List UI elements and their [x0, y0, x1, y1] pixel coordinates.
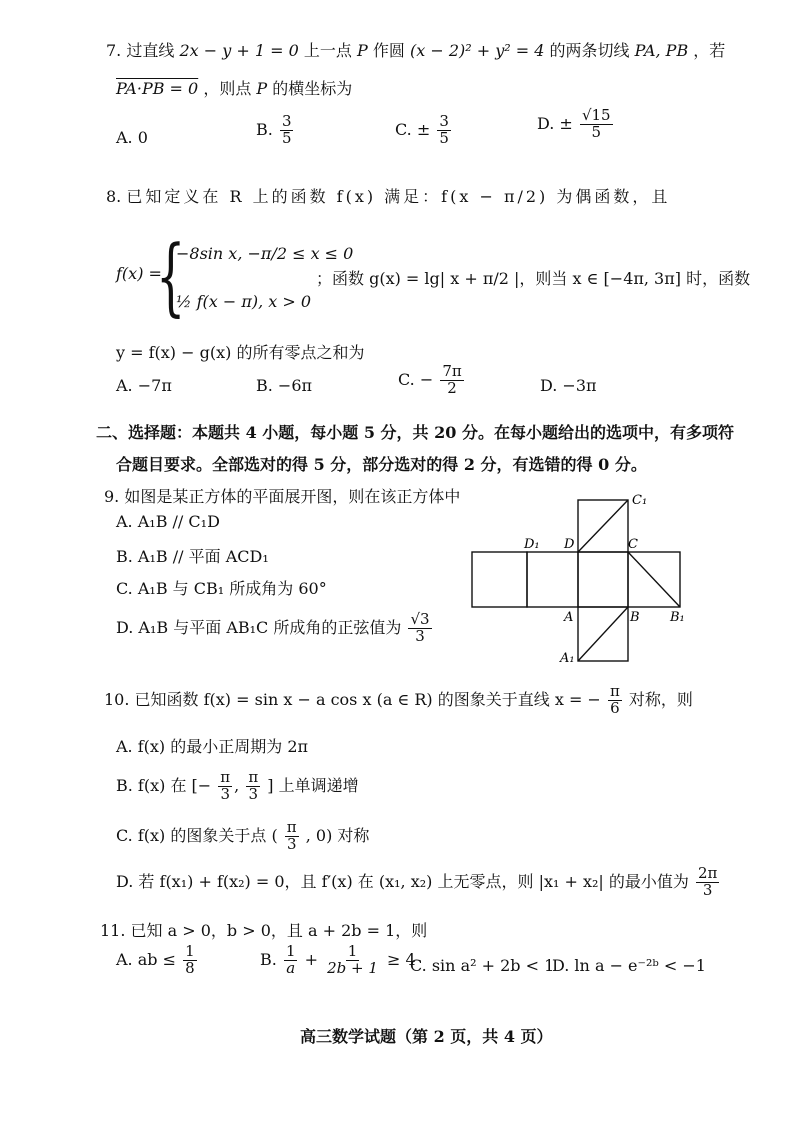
- fraction-numerator: 1: [185, 942, 195, 960]
- q11-option-b-text: ≥ 4: [386, 949, 416, 969]
- q11-option-b-label: B.: [260, 949, 277, 969]
- fraction-denominator: 3: [286, 834, 297, 853]
- q7-option-d: [537, 108, 615, 141]
- q9-option-a: A. A₁B // C₁D: [116, 512, 220, 531]
- q10-option-b-text: ] 上单调递增: [267, 775, 359, 795]
- fraction-numerator: 2π: [697, 864, 718, 882]
- q7-option-b-label: B.: [256, 119, 273, 139]
- q7-point: P: [256, 79, 268, 98]
- label-c1: C₁: [632, 493, 648, 508]
- q8-gx: ；函数 g(x) = lg| x + π/2 |，则当 x ∈ [−4π, 3π] 时，函数: [316, 269, 751, 288]
- fraction-denominator: 2: [447, 378, 457, 397]
- q10-option-c: [116, 820, 369, 853]
- q7-line-equation: 2x − y + 1 = 0: [179, 41, 299, 60]
- label-d: D: [564, 537, 575, 552]
- label-c: C: [628, 537, 638, 552]
- q7-option-c: [395, 114, 453, 147]
- q8-line3: y = f(x) − g(x) 的所有零点之和为: [116, 343, 365, 362]
- q9-option-c: C. A₁B 与 CB₁ 所成角为 60°: [116, 579, 327, 598]
- fraction-numerator: π: [609, 682, 620, 700]
- fraction-numerator: 1: [285, 942, 296, 960]
- q7-vector-condition: PA·PB = 0: [116, 79, 199, 98]
- q11-option-c: C. sin a² + 2b < 1: [410, 956, 555, 975]
- fraction-numerator: 7π: [442, 362, 462, 380]
- label-b: B: [630, 610, 640, 625]
- q7-number: 7.: [106, 41, 122, 60]
- fraction-numerator: 1: [347, 942, 358, 960]
- q10-stem: [104, 684, 693, 717]
- fraction-denominator: 3: [248, 784, 259, 803]
- section2-line1: 二、选择题：本题共 4 小题，每小题 5 分，共 20 分。在每小题给出的选项中，有多项符: [96, 423, 734, 442]
- q8-stem-text: 已知定义在 R 上的函数 f(x) 满足：f(x − π/2) 为偶函数，且: [126, 187, 671, 206]
- q10-option-d-text: D. 若 f(x₁) + f(x₂) = 0，且 f′(x) 在 (x₁, x₂) 上无零点，则 |x₁ + x₂| 的最小值为: [116, 871, 689, 891]
- fraction-denominator: 5: [281, 128, 292, 147]
- fraction-denominator: 3: [702, 880, 713, 899]
- diagonal-cb1: [628, 552, 680, 607]
- net-face: [472, 552, 527, 607]
- q7-text: ，若: [693, 41, 726, 60]
- fraction-numerator: √15: [581, 106, 611, 124]
- q11-option-a-text: A. ab ≤: [116, 949, 176, 969]
- fraction-numerator: √3: [410, 610, 430, 628]
- q8-case2: ½ f(x − π), x > 0: [176, 292, 312, 311]
- q7-text: 的两条切线: [549, 41, 630, 60]
- q11-option-b: [260, 944, 416, 977]
- q9-option-d-text: D. A₁B 与平面 AB₁C 所成角的正弦值为: [116, 617, 402, 637]
- fraction-denominator: 8: [185, 958, 195, 977]
- label-d1: D₁: [524, 537, 540, 552]
- fraction-numerator: π: [248, 768, 259, 786]
- fraction-numerator: π: [286, 818, 297, 836]
- q7-line1: [106, 38, 725, 61]
- q7-point: P: [357, 41, 368, 60]
- q8-line1: [106, 184, 670, 207]
- q7-circle-equation: (x − 2)² + y² = 4: [409, 41, 545, 60]
- fraction-numerator: 3: [439, 112, 449, 130]
- q7-text: 作圆: [372, 41, 405, 60]
- q11-stem: 11. 已知 a > 0，b > 0，且 a + 2b = 1，则: [100, 921, 428, 940]
- q10-option-b-text: B. f(x) 在 [−: [116, 775, 212, 795]
- fraction-denominator: 3: [415, 626, 425, 645]
- q11-option-a: [116, 944, 199, 977]
- diagonal-dc1: [578, 500, 628, 552]
- q10-option-c-text: , 0) 对称: [305, 825, 370, 845]
- diagonal-a1b: [578, 607, 628, 661]
- q10-option-c-text: C. f(x) 的图象关于点 (: [116, 825, 278, 845]
- q7-text: 上一点: [303, 41, 352, 60]
- fraction-denominator: 5: [439, 128, 449, 147]
- q9-stem: 9. 如图是某正方体的平面展开图，则在该正方体中: [104, 487, 461, 506]
- q10-stem-text: 10. 已知函数 f(x) = sin x − a cos x (a ∈ R) 的图象关于直线 x = −: [104, 689, 601, 709]
- label-b1: B₁: [670, 610, 685, 625]
- page-footer: 高三数学试题（第 2 页，共 4 页）: [300, 1027, 553, 1046]
- fraction-denominator: 5: [591, 122, 602, 141]
- fraction-denominator: 2b + 1: [327, 958, 378, 977]
- cube-net-diagram: [460, 490, 700, 670]
- q8-case1: −8sin x, −π/2 ≤ x ≤ 0: [176, 244, 354, 263]
- q10-option-b: B. f(x) 在 [− $\frac{\pi}{3}$ , $\frac{\pi}{3}$ ] 上单调递增: [116, 768, 359, 803]
- q8-number: 8.: [106, 187, 122, 206]
- q8-fx-label: f(x) =: [116, 264, 162, 283]
- q11-option-d: D. ln a − e⁻²ᵇ < −1: [552, 956, 706, 975]
- net-face: [578, 552, 628, 607]
- plus-sign: +: [304, 949, 318, 969]
- label-a1: A₁: [560, 651, 575, 666]
- q7-tangents: PA, PB: [634, 41, 689, 60]
- q8-option-c-label: C. −: [398, 369, 434, 389]
- q10-option-a: A. f(x) 的最小正周期为 2π: [116, 737, 309, 756]
- fraction-denominator: a: [286, 958, 296, 977]
- label-a: A: [564, 610, 574, 625]
- q7-text: ，则点: [203, 79, 252, 98]
- q10-option-d: [116, 866, 721, 899]
- q7-option-b: [256, 114, 295, 147]
- q7-line2: [116, 76, 352, 99]
- q7-option-d-label: D. ±: [537, 113, 573, 133]
- fraction-denominator: 3: [220, 784, 230, 803]
- q8-option-a: A. −7π: [116, 376, 172, 395]
- net-face: [527, 552, 578, 607]
- fraction-numerator: π: [220, 768, 231, 786]
- q9-option-b: B. A₁B // 平面 ACD₁: [116, 547, 269, 566]
- q7-option-a: A. 0: [116, 128, 148, 147]
- q7-option-c-label: C. ±: [395, 119, 431, 139]
- fraction-denominator: 6: [610, 698, 620, 717]
- q7-text: 的横坐标为: [272, 79, 353, 98]
- q8-option-b: B. −6π: [256, 376, 313, 395]
- q10-stem-text: 对称，则: [628, 689, 693, 709]
- q8-option-d: D. −3π: [540, 376, 597, 395]
- q9-option-d: [116, 612, 434, 645]
- fraction-numerator: 3: [281, 112, 292, 130]
- piecewise-brace: {: [156, 227, 186, 325]
- q7-text: 过直线: [126, 41, 175, 60]
- q8-option-c: [398, 364, 466, 397]
- section2-line2: 合题目要求。全部选对的得 5 分，部分选对的得 2 分，有选错的得 0 分。: [116, 455, 647, 474]
